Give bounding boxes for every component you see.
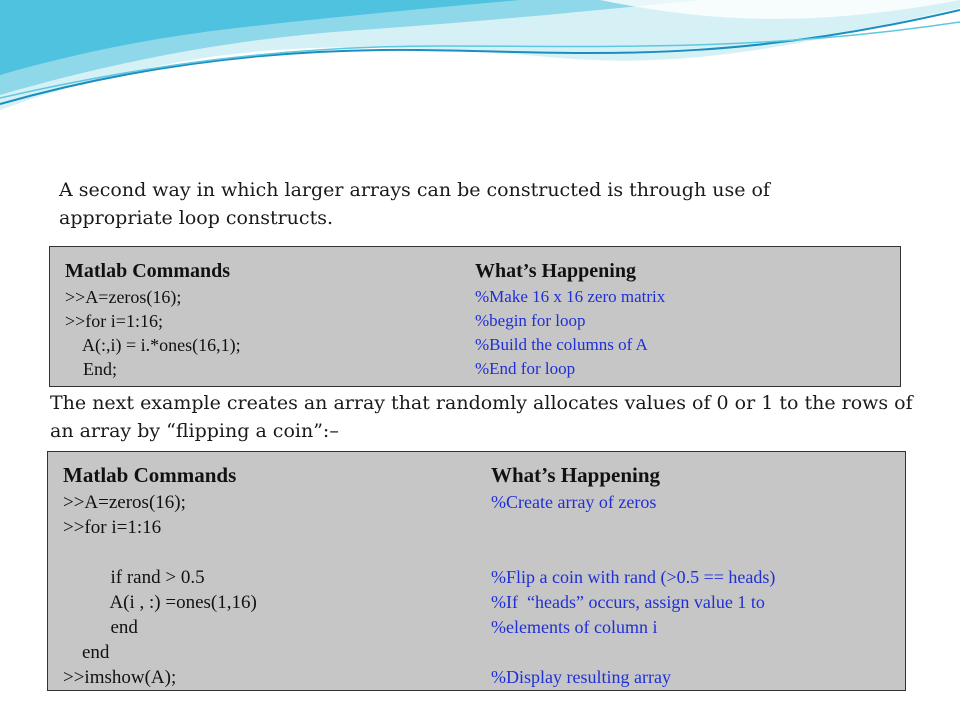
header-wave-decoration — [0, 0, 960, 120]
commands-column — [65, 257, 241, 381]
explanation-column — [491, 460, 775, 690]
explanation-column — [475, 257, 665, 381]
command-line: end — [63, 617, 138, 638]
command-line: End; — [65, 359, 117, 379]
comment-line: %If “heads” occurs, assign value 1 to — [491, 592, 765, 612]
commands-header: Matlab Commands — [65, 260, 231, 282]
comment-line: %End for loop — [475, 359, 576, 378]
command-line: >>imshow(A); — [63, 667, 177, 688]
comment-line: %Display resulting array — [491, 667, 671, 687]
explanation-header: What’s Happening — [491, 463, 661, 487]
intro-paragraph: A second way in which larger arrays can be constructed is through use of appropriate loop constructs. — [59, 179, 770, 229]
explanation-header: What’s Happening — [475, 260, 636, 282]
commands-header: Matlab Commands — [63, 463, 237, 487]
coin-flip-paragraph: The next example creates an array that randomly allocates values of 0 or 1 to the rows of an array by “flipping a coin”:– — [50, 392, 913, 442]
comment-line: %begin for loop — [475, 311, 586, 330]
comment-line — [491, 515, 775, 540]
loop-example-table — [49, 246, 901, 387]
command-line: end — [63, 642, 110, 663]
command-line: >>A=zeros(16); — [63, 492, 186, 513]
comment-line — [491, 540, 775, 565]
command-line: if rand > 0.5 — [63, 567, 205, 588]
command-line: >>A=zeros(16); — [65, 287, 182, 307]
command-line: A(:,i) = i.*ones(16,1); — [65, 335, 241, 355]
comment-line: %elements of column i — [491, 617, 658, 637]
commands-column — [63, 460, 257, 690]
comment-line — [491, 640, 775, 665]
command-line: A(i , :) =ones(1,16) — [63, 592, 257, 613]
command-line — [63, 540, 257, 565]
comment-line: %Make 16 x 16 zero matrix — [475, 287, 666, 306]
command-line: >>for i=1:16; — [65, 311, 163, 331]
comment-line: %Flip a coin with rand (>0.5 == heads) — [491, 567, 776, 587]
comment-line: %Create array of zeros — [491, 492, 657, 512]
comment-line: %Build the columns of A — [475, 335, 648, 354]
command-line: >>for i=1:16 — [63, 517, 162, 538]
coin-flip-example-table — [47, 451, 906, 691]
